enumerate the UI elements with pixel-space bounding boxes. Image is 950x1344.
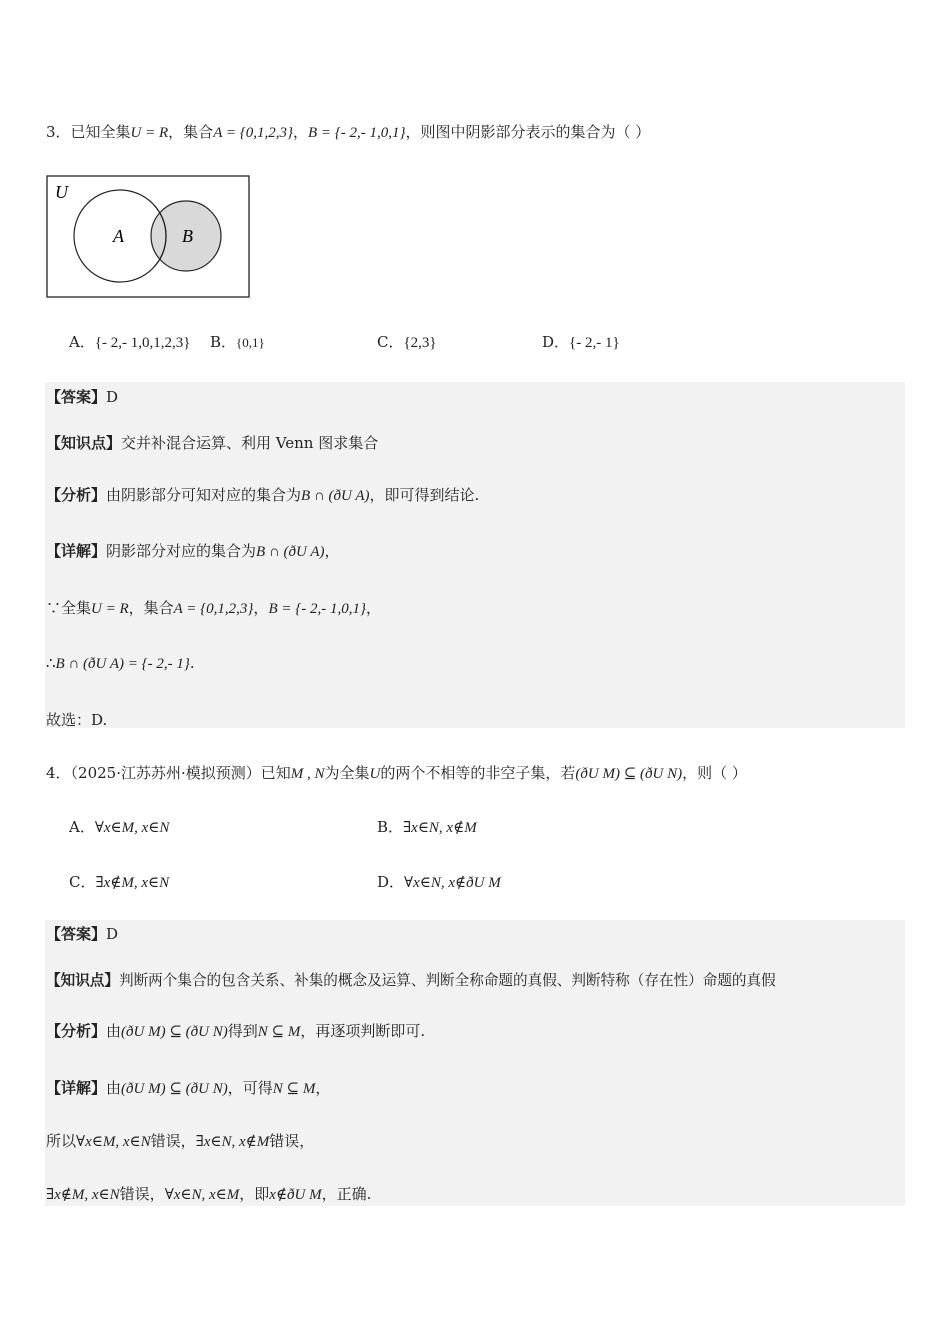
- detail-text-end: ，: [324, 542, 340, 560]
- option-label: A．: [69, 818, 95, 836]
- detail-pre: 由: [106, 1079, 122, 1097]
- q4-mid2: 的两个不相等的非空子集，若: [380, 764, 576, 782]
- knowledge-text: 交并补混合运算、利用 Venn 图求集合: [121, 434, 379, 452]
- q3-choose: 故选：D.: [46, 711, 108, 729]
- analysis-math: N ⊆ M: [257, 1024, 301, 1040]
- derivation-math: B ∩ (ðU A) = {- 2,- 1}: [55, 656, 190, 672]
- option-value: {0,1}: [236, 335, 265, 350]
- q3-derivation-2: [46, 654, 195, 673]
- q3-answer: [46, 386, 118, 407]
- q3-analysis: [46, 484, 479, 505]
- derivation-math: ∃x∈N, x∉M: [195, 1134, 270, 1150]
- derivation-pre: ∴: [46, 654, 56, 672]
- q3-detail: [46, 540, 340, 561]
- option-value: {- 2,- 1}: [569, 335, 620, 351]
- analysis-end: ，再逐项判断即可.: [300, 1022, 426, 1040]
- q4-answer: [46, 923, 118, 944]
- derivation-pre: 所以: [46, 1132, 77, 1150]
- detail-math: (ðU M) ⊆ (ðU N): [121, 1081, 228, 1097]
- knowledge-tag: 【知识点】: [46, 434, 122, 452]
- analysis-mid: 得到: [227, 1022, 258, 1040]
- venn-diagram: [46, 175, 252, 300]
- option-value: ∃x∈N, x∉M: [403, 820, 477, 836]
- option-value: {2,3}: [403, 335, 437, 351]
- q3-comma1: ，集合: [168, 123, 214, 141]
- derivation-end: ，: [365, 599, 381, 617]
- option-value: ∀x∈M, x∈N: [94, 820, 170, 836]
- detail-math: B ∩ (ðU A): [256, 544, 325, 560]
- q3-knowledge: [46, 432, 378, 453]
- derivation-mid: ，集合: [128, 599, 174, 617]
- q3-option-c[interactable]: [377, 331, 437, 352]
- q4-mn: M , N: [290, 766, 325, 782]
- derivation-math: x∉ðU M: [269, 1187, 322, 1203]
- option-label: D．: [542, 333, 570, 351]
- derivation-math: ∃x∉M, x∈N: [46, 1187, 120, 1203]
- answer-text: D: [106, 925, 119, 943]
- option-value: ∀x∈N, x∉ðU M: [404, 875, 501, 891]
- detail-tag: 【详解】: [46, 1079, 107, 1097]
- q4-cond: (ðU M) ⊆ (ðU N): [575, 766, 683, 782]
- derivation-math: ∀x∈N, x∈M: [164, 1187, 240, 1203]
- venn-label-b: B: [182, 226, 193, 246]
- option-value: {- 2,- 1,0,1,2,3}: [94, 335, 191, 351]
- analysis-tag: 【分析】: [46, 1022, 107, 1040]
- analysis-math: (ðU M) ⊆ (ðU N): [121, 1024, 228, 1040]
- q4-mid: 为全集: [324, 764, 370, 782]
- derivation-mid: 错误，: [119, 1185, 165, 1203]
- q4-tail: ，则（ ）: [682, 764, 747, 782]
- option-label: C．: [69, 873, 96, 891]
- derivation-math: B = {- 2,- 1,0,1}: [268, 601, 366, 617]
- derivation-math: U = R: [91, 601, 129, 617]
- derivation-math: ∀x∈M, x∈N: [76, 1134, 151, 1150]
- q4-stem: [46, 762, 747, 783]
- q4-u: U: [369, 766, 381, 782]
- detail-text: 阴影部分对应的集合为: [106, 542, 257, 560]
- q4-solution-box: [45, 920, 905, 1206]
- q3-derivation-1: [46, 597, 381, 618]
- analysis-pre: 由: [106, 1022, 122, 1040]
- q3-comma2: ，: [292, 123, 308, 141]
- option-label: C．: [377, 333, 404, 351]
- analysis-math: B ∩ (ðU A): [301, 488, 370, 504]
- option-value: ∃x∉M, x∈N: [95, 875, 170, 891]
- detail-tag: 【详解】: [46, 542, 107, 560]
- q4-option-b[interactable]: [377, 816, 477, 837]
- answer-tag: 【答案】: [46, 388, 107, 406]
- option-label: B．: [210, 333, 237, 351]
- analysis-tag: 【分析】: [46, 486, 107, 504]
- q4-knowledge: [46, 969, 776, 990]
- knowledge-tag: 【知识点】: [46, 972, 119, 989]
- derivation-math: A = {0,1,2,3}: [173, 601, 254, 617]
- knowledge-text: 判断两个集合的包含关系、补集的概念及运算、判断全称命题的真假、判断特称（存在性）命题的真假: [118, 972, 776, 989]
- q4-option-a[interactable]: [69, 816, 169, 837]
- option-label: B．: [377, 818, 404, 836]
- q3-tail: ，则图中阴影部分表示的集合为（ ）: [405, 123, 651, 141]
- q4-derivation-2: [46, 1183, 371, 1204]
- q4-detail: [46, 1077, 330, 1098]
- detail-math: N ⊆ M: [272, 1081, 316, 1097]
- venn-label-a: A: [113, 226, 124, 246]
- venn-label-u: U: [55, 182, 68, 202]
- derivation-pre: ∵全集: [46, 599, 92, 617]
- derivation-end: .: [189, 654, 195, 672]
- analysis-text: 由阴影部分可知对应的集合为: [106, 486, 302, 504]
- option-label: D．: [377, 873, 405, 891]
- detail-end: ，: [315, 1079, 331, 1097]
- analysis-text-end: ，即可得到结论.: [369, 486, 480, 504]
- option-label: A．: [69, 333, 95, 351]
- q4-derivation-1: [46, 1130, 314, 1151]
- q3-stem-text: 3．已知全集: [46, 123, 131, 141]
- q4-analysis: [46, 1020, 425, 1041]
- q3-option-d[interactable]: [542, 331, 620, 352]
- derivation-sep: ，: [253, 599, 269, 617]
- q4-stem-text: 4．（2025·江苏苏州·模拟预测）已知: [46, 764, 291, 782]
- q3-set-b: B = {- 2,- 1,0,1}: [307, 125, 406, 141]
- derivation-end: ，正确.: [321, 1185, 372, 1203]
- answer-text: D: [106, 388, 119, 406]
- q3-set-a: A = {0,1,2,3}: [213, 125, 293, 141]
- detail-mid: ，可得: [227, 1079, 273, 1097]
- q4-option-c[interactable]: [69, 871, 169, 892]
- answer-tag: 【答案】: [46, 925, 107, 943]
- q3-option-a[interactable]: [69, 331, 190, 352]
- q3-option-b[interactable]: [210, 331, 265, 352]
- q4-option-d[interactable]: [377, 871, 501, 892]
- derivation-mid: ，即: [239, 1185, 270, 1203]
- derivation-mid: 错误，: [150, 1132, 196, 1150]
- q3-set-u: U = R: [130, 125, 169, 141]
- derivation-end: 错误，: [269, 1132, 315, 1150]
- q3-stem: [46, 121, 650, 142]
